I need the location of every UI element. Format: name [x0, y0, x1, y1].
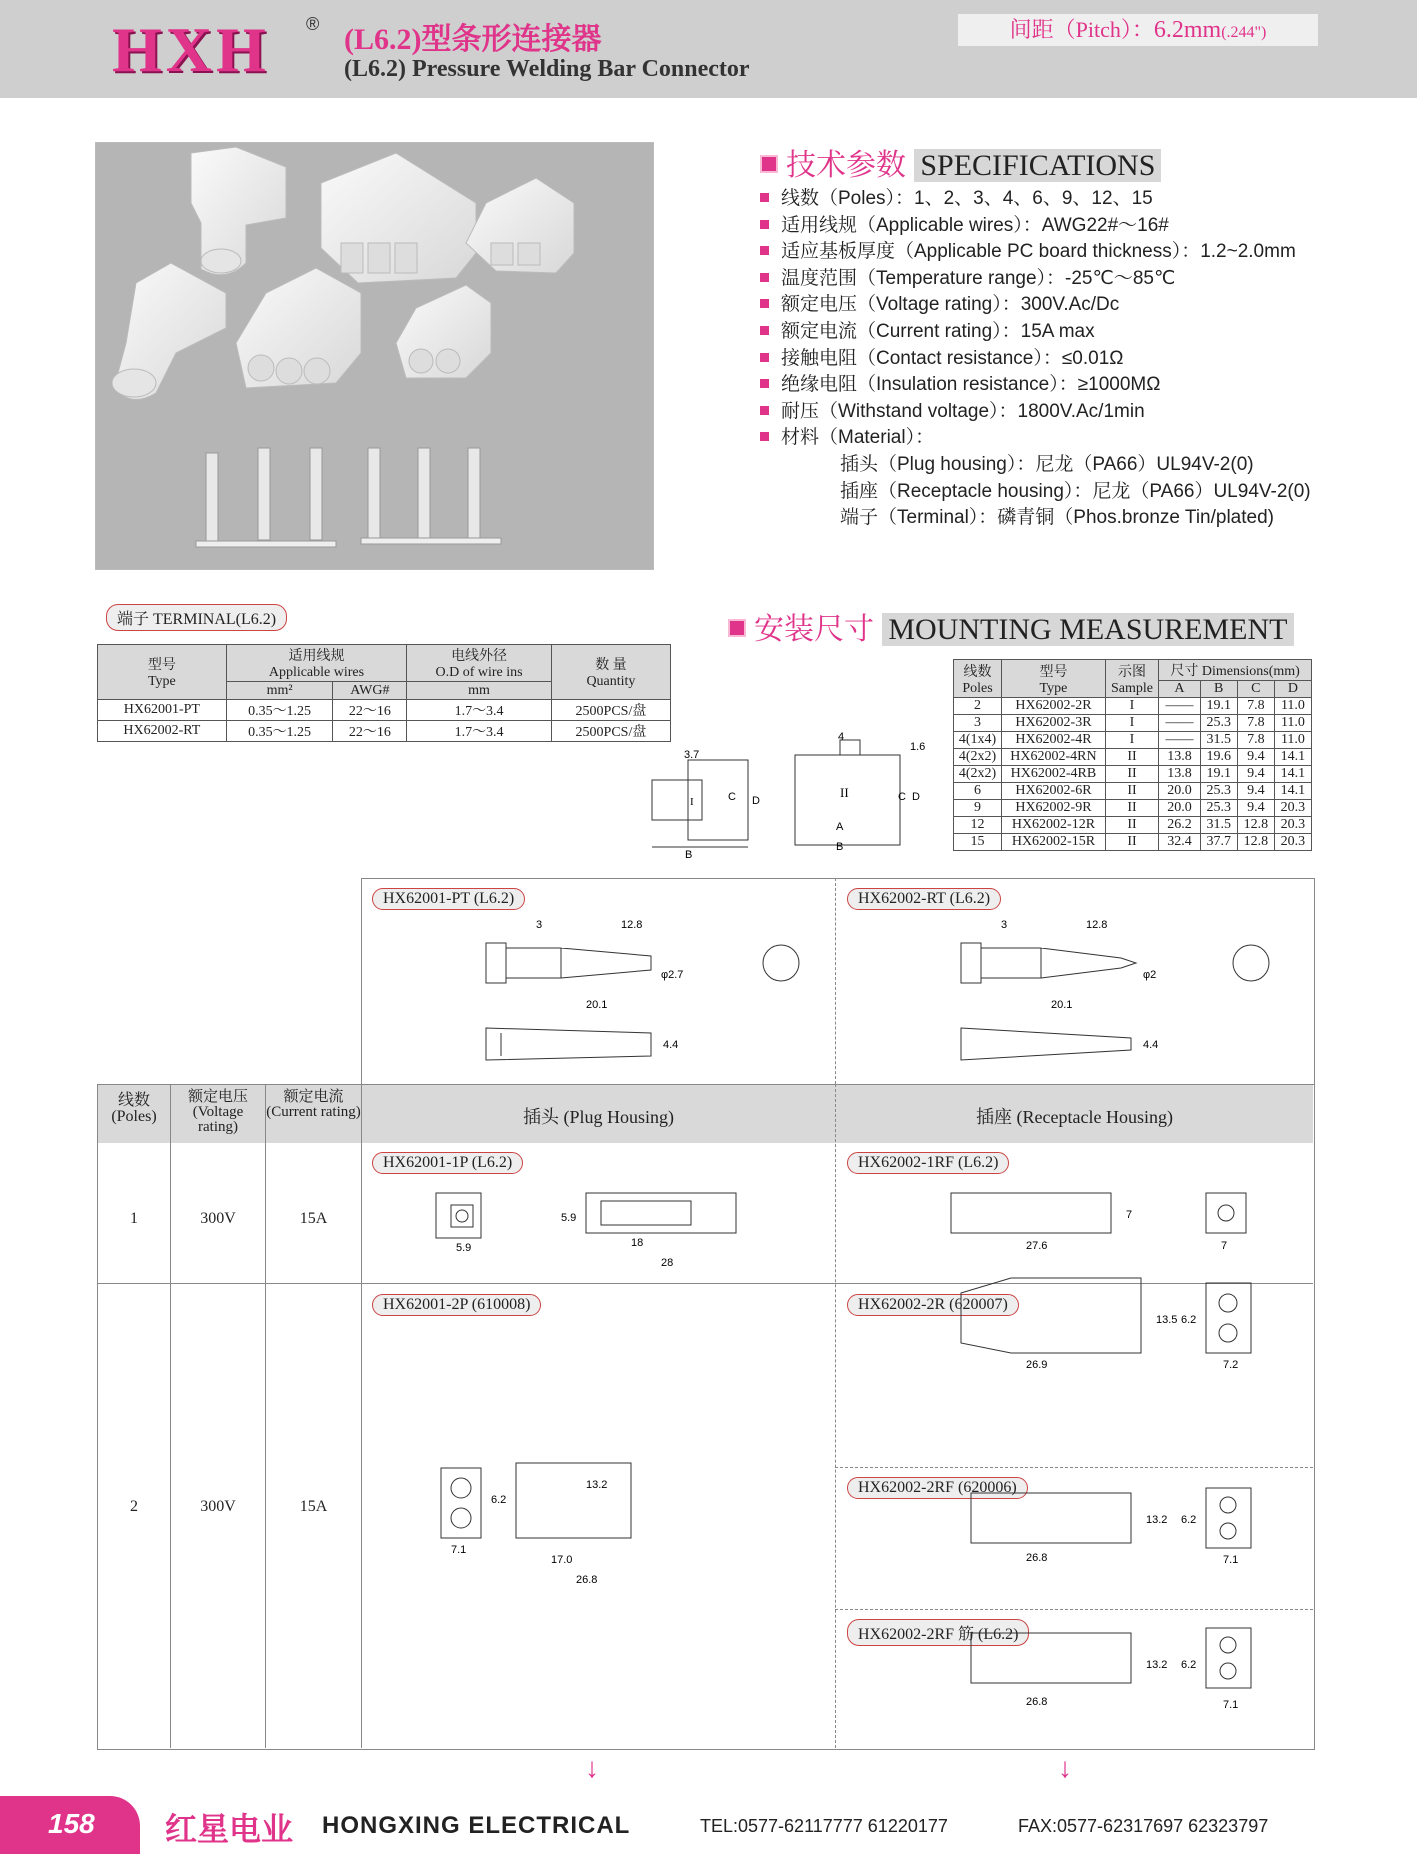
table-cell: 4(1x4) [954, 732, 1002, 749]
table-cell: HX62002-2R [1002, 698, 1106, 715]
table-cell: 20.0 [1159, 800, 1200, 817]
table-cell: 31.5 [1200, 817, 1237, 834]
table-cell: —— [1159, 732, 1200, 749]
table-cell: 20.3 [1274, 800, 1311, 817]
drawing-label-r2f: HX62002-2RF (620006) [847, 1477, 1028, 1499]
specs-heading-en: SPECIFICATIONS [914, 149, 1161, 182]
table-cell: 13.8 [1159, 766, 1200, 783]
svg-text:26.8: 26.8 [576, 1574, 598, 1586]
spec-item: 额定电流（Current rating）：15A max [760, 319, 1311, 346]
svg-text:D: D [752, 795, 760, 807]
table-cell: 11.0 [1274, 732, 1311, 749]
spec-item: 适用线规（Applicable wires）：AWG22#～16# [760, 213, 1311, 240]
cell-poles: 1 [130, 1210, 138, 1227]
page-number: 158 [48, 1808, 95, 1839]
sketch-type-1 [652, 749, 760, 861]
table-cell: 12 [954, 817, 1002, 834]
terminal-table [97, 644, 671, 742]
svg-text:φ2: φ2 [1143, 969, 1157, 981]
bullet-icon [760, 379, 769, 388]
table-cell: II [1105, 800, 1158, 817]
bullet-icon [760, 406, 769, 415]
table-cell: 20.3 [1274, 834, 1311, 851]
drawing-label-r2fj: HX62002-2RF 筋 (L6.2) [847, 1619, 1029, 1646]
svg-text:5.9: 5.9 [561, 1212, 577, 1224]
svg-text:7: 7 [1126, 1209, 1133, 1221]
mounting-heading-en: MOUNTING MEASUREMENT [882, 613, 1293, 646]
table-cell: HX62002-6R [1002, 783, 1106, 800]
table-cell: 11.0 [1274, 698, 1311, 715]
drawing-p2 [441, 1463, 631, 1586]
table-cell: 31.5 [1200, 732, 1237, 749]
table-cell: 19.1 [1200, 766, 1237, 783]
table-cell: II [1105, 749, 1158, 766]
table-cell: 9 [954, 800, 1002, 817]
bullet-icon [760, 246, 769, 255]
drawing-label-r1: HX62002-1RF (L6.2) [847, 1152, 1009, 1174]
cell-poles: 2 [130, 1498, 138, 1515]
page-title-cn: (L6.2)型条形连接器 [344, 23, 602, 56]
th-voltage: 额定电压 (Voltage rating) [187, 1089, 248, 1135]
connector-illustration [96, 143, 653, 569]
material-item: 插座（Receptacle housing）：尼龙（PA66）UL94V-2(0) [840, 480, 1311, 502]
bullet-icon [760, 220, 769, 229]
terminal-label: 端子 TERMINAL(L6.2) [106, 604, 287, 631]
svg-text:18: 18 [631, 1237, 644, 1249]
specs-heading [760, 140, 1161, 184]
table-cell: HX62002-4RB [1002, 766, 1106, 783]
table-cell: 9.4 [1237, 783, 1274, 800]
svg-text:5.9: 5.9 [456, 1242, 472, 1254]
table-cell: 20.0 [1159, 783, 1200, 800]
table-cell: 9.4 [1237, 800, 1274, 817]
th-poles: 线数 (Poles) [111, 1092, 157, 1125]
drawing-label-p2: HX62001-2P (610008) [372, 1294, 541, 1316]
svg-text:7.1: 7.1 [451, 1544, 467, 1556]
table-row [954, 783, 1312, 800]
svg-text:13.5: 13.5 [1156, 1314, 1178, 1326]
drawing-p1 [436, 1193, 736, 1269]
drawing-r2f [971, 1488, 1251, 1566]
material-item: 插头（Plug housing）：尼龙（PA66）UL94V-2(0) [840, 453, 1254, 475]
drawing-label-pt: HX62001-PT (L6.2) [372, 888, 525, 910]
table-cell: 26.2 [1159, 817, 1200, 834]
svg-text:4.4: 4.4 [663, 1039, 679, 1051]
drawing-label-p1: HX62001-1P (L6.2) [372, 1152, 523, 1174]
company-name-cn: 红星电业 [165, 1811, 294, 1847]
table-row: HX62002-RT 0.35～1.25 22～16 1.7～3.4 2500PCS/盘 [98, 721, 671, 742]
bullet-square-icon [760, 155, 778, 173]
pitch-label: 间距（Pitch）： [1009, 17, 1154, 42]
th-wires: 适用线规 Applicable wires [226, 645, 407, 682]
svg-text:D: D [912, 791, 920, 803]
table-cell: 19.1 [1200, 698, 1237, 715]
table-cell: 32.4 [1159, 834, 1200, 851]
table-cell: 14.1 [1274, 749, 1311, 766]
spec-item: 额定电压（Voltage rating）：300V.Ac/Dc [760, 292, 1311, 319]
table-cell: 9.4 [1237, 766, 1274, 783]
table-cell: 15 [954, 834, 1002, 851]
bullet-icon [760, 273, 769, 282]
svg-text:26.9: 26.9 [1026, 1359, 1048, 1371]
drawing-r2 [961, 1278, 1251, 1371]
svg-text:3.7: 3.7 [684, 749, 700, 761]
table-cell: 12.8 [1237, 834, 1274, 851]
bullet-icon [760, 326, 769, 335]
table-cell: 7.8 [1237, 732, 1274, 749]
pitch-inch: (.244") [1221, 24, 1267, 41]
sketch-type-2 [795, 731, 925, 853]
svg-text:7: 7 [1221, 1240, 1228, 1252]
specs-heading-cn: 技术参数 [786, 149, 906, 182]
spec-item: 适应基板厚度（Applicable PC board thickness）：1.2~2.0mm [760, 239, 1311, 266]
mounting-heading [728, 604, 1294, 648]
drawing-pt [486, 919, 799, 1060]
spec-item: 绝缘电阻（Insulation resistance）：≥1000MΩ [760, 372, 1311, 399]
svg-text:28: 28 [661, 1257, 674, 1269]
table-cell: 9.4 [1237, 749, 1274, 766]
table-cell: 3 [954, 715, 1002, 732]
svg-text:C: C [898, 791, 906, 803]
pitch-value: 6.2mm [1153, 17, 1222, 43]
table-cell: II [1105, 766, 1158, 783]
bullet-icon [760, 193, 769, 202]
table-cell: HX62002-15R [1002, 834, 1106, 851]
table-cell: 19.6 [1200, 749, 1237, 766]
th-od: 电线外径 O.D of wire ins [407, 645, 552, 682]
svg-text:17.0: 17.0 [551, 1554, 573, 1566]
table-row [954, 715, 1312, 732]
table-cell: 20.3 [1274, 817, 1311, 834]
th-mm: mm [407, 682, 552, 700]
svg-text:6.2: 6.2 [1181, 1659, 1197, 1671]
table-cell: 14.1 [1274, 783, 1311, 800]
table-cell: I [1105, 698, 1158, 715]
svg-text:7.1: 7.1 [1223, 1554, 1239, 1566]
svg-text:II: II [840, 785, 849, 800]
svg-text:13.2: 13.2 [1146, 1659, 1168, 1671]
cell-current: 15A [299, 1498, 328, 1515]
svg-text:26.8: 26.8 [1026, 1552, 1048, 1564]
svg-text:6.2: 6.2 [1181, 1314, 1197, 1326]
spec-item: 线数（Poles）：1、2、3、4、6、9、12、15 [760, 186, 1311, 213]
pitch-box [958, 14, 1318, 46]
spec-item: 材料（Material）： [760, 425, 1311, 452]
company-name-en: HONGXING ELECTRICAL [322, 1812, 631, 1839]
material-item: 端子（Terminal）：磷青铜（Phos.bronze Tin/plated) [840, 507, 1274, 529]
telephone: TEL:0577-62117777 61220177 [700, 1816, 948, 1836]
table-cell: 6 [954, 783, 1002, 800]
table-row [954, 732, 1312, 749]
cell-voltage: 300V [200, 1498, 236, 1515]
down-arrow-icon: ↓ [585, 1752, 599, 1783]
th-plug: 插头 (Plug Housing) [522, 1107, 674, 1127]
table-cell: HX62002-3R [1002, 715, 1106, 732]
table-cell: 7.8 [1237, 698, 1274, 715]
svg-text:φ2.7: φ2.7 [661, 969, 684, 981]
brand-logo: HXH [112, 14, 270, 85]
table-cell: 25.3 [1200, 715, 1237, 732]
cell-current: 15A [299, 1210, 328, 1227]
bullet-icon [760, 353, 769, 362]
svg-text:I: I [690, 796, 694, 808]
svg-text:4: 4 [838, 731, 845, 743]
table-cell: 37.7 [1200, 834, 1237, 851]
page-title-en: (L6.2) Pressure Welding Bar Connector [344, 56, 750, 82]
table-row [954, 800, 1312, 817]
table-cell: II [1105, 817, 1158, 834]
svg-text:B: B [836, 841, 844, 853]
bullet-icon [760, 432, 769, 441]
th-mm2: mm² [226, 682, 333, 700]
drawing-label-rt: HX62002-RT (L6.2) [847, 888, 1001, 910]
cell-voltage: 300V [200, 1210, 236, 1227]
mounting-sketches [640, 730, 940, 861]
table-cell: 7.8 [1237, 715, 1274, 732]
table-row [954, 749, 1312, 766]
table-cell: 14.1 [1274, 766, 1311, 783]
spec-item: 耐压（Withstand voltage）：1800V.Ac/1min [760, 399, 1311, 426]
svg-text:20.1: 20.1 [586, 999, 608, 1011]
drawing-label-r2: HX62002-2R (620007) [847, 1294, 1019, 1316]
svg-text:12.8: 12.8 [1086, 919, 1108, 931]
table-cell: 4(2x2) [954, 766, 1002, 783]
table-cell: HX62002-4R [1002, 732, 1106, 749]
table-row [954, 834, 1312, 851]
drawing-rt [961, 919, 1269, 1060]
svg-text:27.6: 27.6 [1026, 1240, 1048, 1252]
drawing-r1 [951, 1193, 1246, 1252]
table-cell: I [1105, 715, 1158, 732]
table-cell: 25.3 [1200, 783, 1237, 800]
col-line [170, 1084, 171, 1748]
spec-item: 接触电阻（Contact resistance）：≤0.01Ω [760, 346, 1311, 373]
table-cell: 2 [954, 698, 1002, 715]
table-cell: 11.0 [1274, 715, 1311, 732]
table-cell: I [1105, 732, 1158, 749]
table-cell: HX62002-12R [1002, 817, 1106, 834]
table-cell: —— [1159, 715, 1200, 732]
drawing-r2fj [971, 1628, 1251, 1711]
registered-mark: ® [306, 14, 320, 34]
table-cell: HX62002-4RN [1002, 749, 1106, 766]
table-cell: 13.8 [1159, 749, 1200, 766]
svg-text:26.8: 26.8 [1026, 1696, 1048, 1708]
mounting-table: 线数 Poles 型号 Type 示图 Sample 尺寸 Dimensions(mm) A B C D 2 HX62002-2R I —— 19.1 7.8 11.0 3 HX62002-3R I —— 25.3 7.8 11.0 4(1x4) HX62002-4R I —— 31.5 7.8 11.0 4(2x2) HX62002-4RN II 13.8 19.6 9.4 14.1 4(2x2) HX62002-4RB II 13.8 19.1 9.4 14.1 6 HX62002-6R II 20.0 25.3 9.4 14.1 9 HX62002-9R II 20.0 25.3 9.4 20.3 12 HX62002-12R II 26.2 31.5 12.8 20.3 15 HX62002-15R II 32.4 37.7 12.8 20.3 [953, 659, 1312, 851]
svg-text:1.6: 1.6 [910, 741, 926, 753]
col-line [265, 1084, 266, 1748]
svg-text:3: 3 [1001, 919, 1008, 931]
table-cell: 12.8 [1237, 817, 1274, 834]
table-cell: 25.3 [1200, 800, 1237, 817]
table-cell: HX62002-9R [1002, 800, 1106, 817]
terminal-drawings [361, 878, 1313, 1084]
spec-item: 温度范围（Temperature range）：-25℃～85℃ [760, 266, 1311, 293]
bullet-icon [760, 299, 769, 308]
svg-text:4.4: 4.4 [1143, 1039, 1159, 1051]
svg-text:C: C [728, 791, 736, 803]
svg-text:7.1: 7.1 [1223, 1699, 1239, 1711]
th-receptacle: 插座 (Receptacle Housing) [976, 1107, 1173, 1127]
fax: FAX:0577-62317697 62323797 [1018, 1816, 1269, 1836]
bullet-square-icon [728, 619, 746, 637]
specs-list [760, 186, 1311, 532]
svg-text:6.2: 6.2 [491, 1494, 507, 1506]
table-row: HX62001-PT 0.35～1.25 22～16 1.7～3.4 2500PCS/盘 [98, 700, 671, 721]
table-row [954, 817, 1312, 834]
svg-text:13.2: 13.2 [586, 1479, 608, 1491]
svg-text:6.2: 6.2 [1181, 1514, 1197, 1526]
th-awg: AWG# [333, 682, 407, 700]
svg-text:A: A [836, 821, 844, 833]
product-photo [95, 142, 654, 570]
svg-text:12.8: 12.8 [621, 919, 643, 931]
th-qty: 数 量 Quantity [551, 645, 670, 700]
housing-drawings [361, 1143, 1313, 1748]
th-current: 额定电流 (Current rating) [266, 1089, 361, 1120]
th-type: 型号 Type [98, 645, 227, 700]
mounting-heading-cn: 安装尺寸 [754, 613, 874, 646]
table-cell: II [1105, 834, 1158, 851]
svg-text:3: 3 [536, 919, 543, 931]
table-cell: II [1105, 783, 1158, 800]
table-row [954, 766, 1312, 783]
svg-text:B: B [685, 849, 693, 861]
table-row [954, 698, 1312, 715]
svg-text:20.1: 20.1 [1051, 999, 1073, 1011]
svg-text:7.2: 7.2 [1223, 1359, 1239, 1371]
page-footer [0, 1796, 1417, 1854]
table-cell: —— [1159, 698, 1200, 715]
svg-text:13.2: 13.2 [1146, 1514, 1168, 1526]
down-arrow-icon: ↓ [1058, 1752, 1072, 1783]
table-cell: 4(2x2) [954, 749, 1002, 766]
